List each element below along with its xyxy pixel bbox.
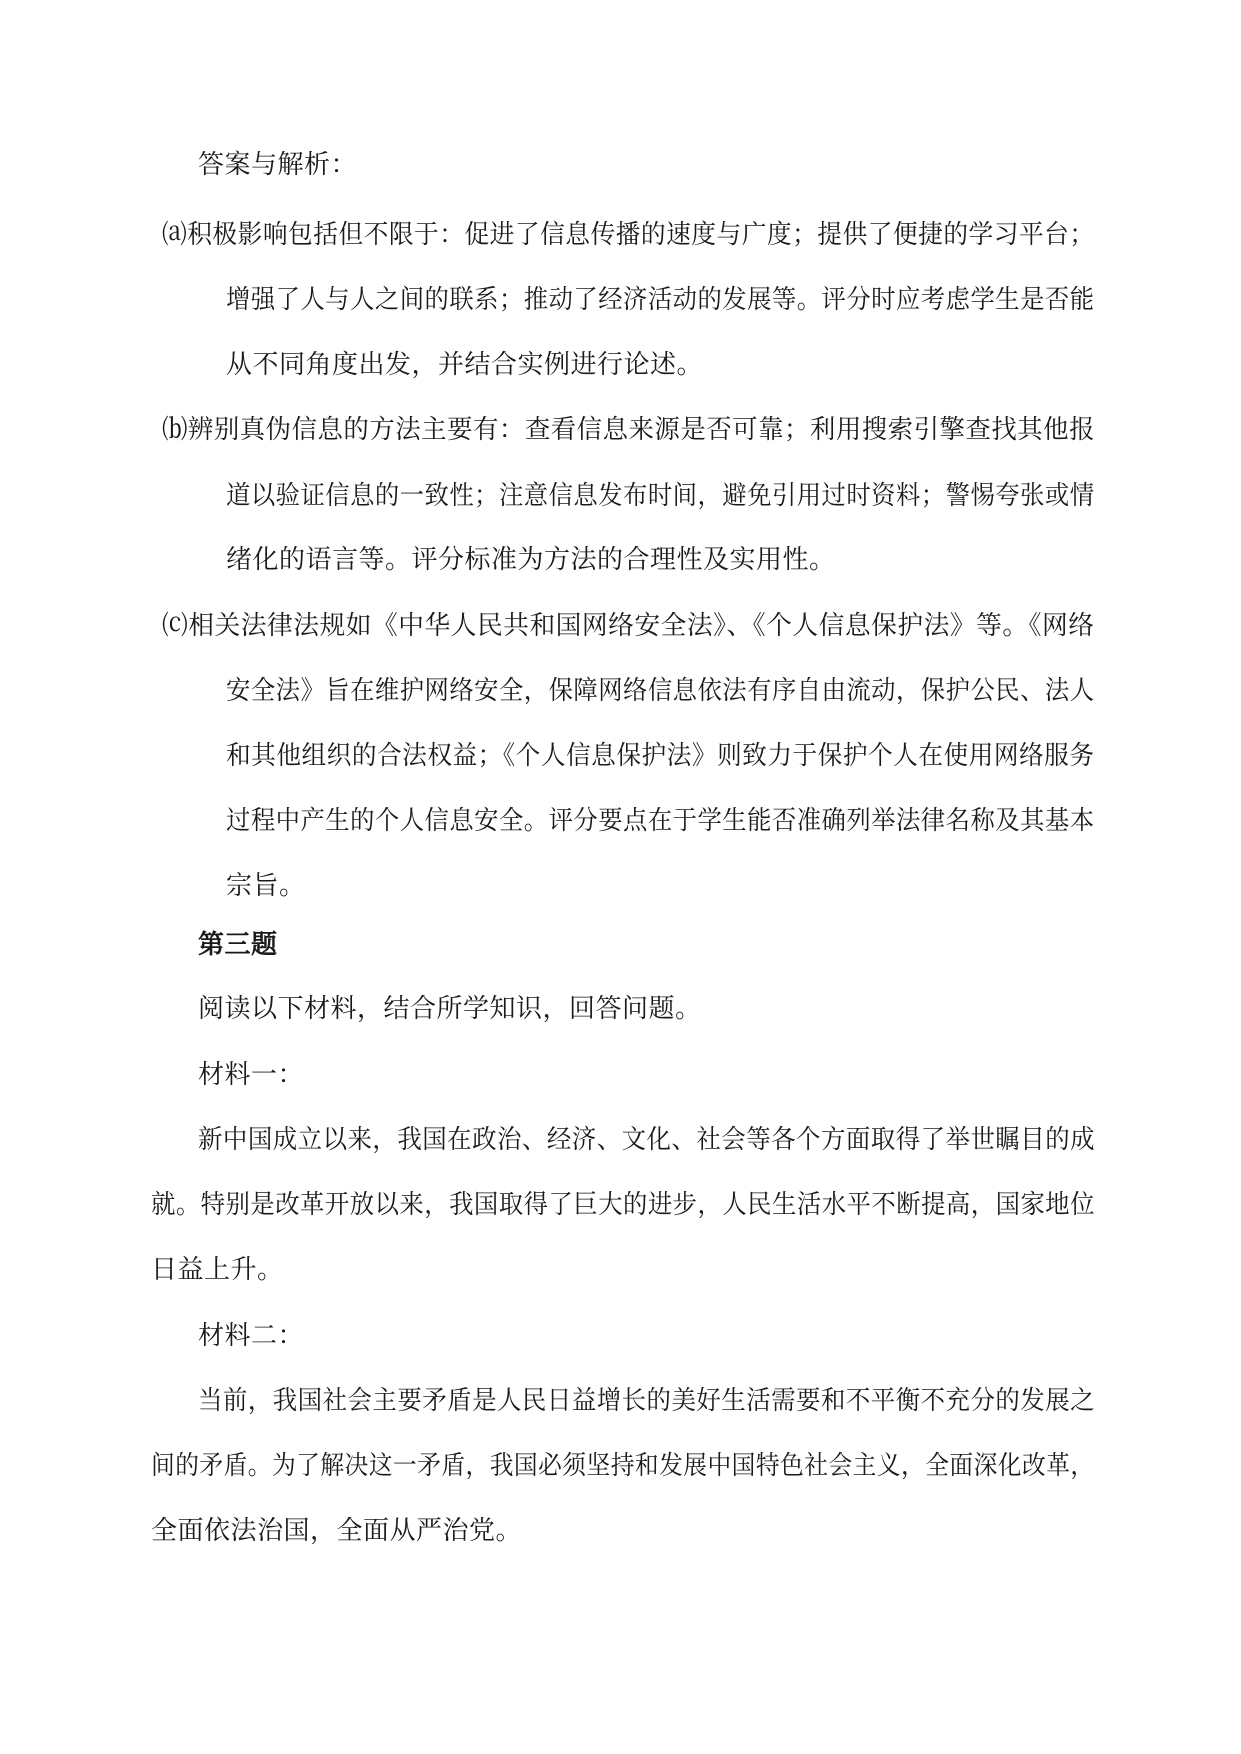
question-3-instruction: 阅读以下材料，结合所学知识，回答问题。 <box>198 994 702 1024</box>
answer-a-line-3: 从不同角度出发，并结合实例进行论述。 <box>226 350 704 380</box>
material-1-line-3: 日益上升。 <box>151 1255 284 1285</box>
material-2-label: 材料二： <box>198 1321 305 1351</box>
answer-a-line-1: ⒜积极影响包括但不限于：促进了信息传播的速度与广度；提供了便捷的学习平台； <box>162 220 1095 250</box>
answer-c-line-3: 和其他组织的合法权益；《个人信息保护法》则致力于保护个人在使用网络服务 <box>226 741 1095 771</box>
answer-a-line-2: 增强了人与人之间的联系；推动了经济活动的发展等。评分时应考虑学生是否能 <box>226 285 1095 315</box>
answer-c-line-1: ⒞相关法律法规如《中华人民共和国网络安全法》、《个人信息保护法》等。《网络 <box>162 611 1095 641</box>
answer-c-line-2: 安全法》旨在维护网络安全，保障网络信息依法有序自由流动，保护公民、法人 <box>226 676 1095 706</box>
material-1-label: 材料一： <box>198 1060 305 1090</box>
answer-title: 答案与解析： <box>198 150 358 180</box>
answer-b-line-3: 绪化的语言等。评分标准为方法的合理性及实用性。 <box>226 545 836 575</box>
answer-b-line-2: 道以验证信息的一致性；注意信息发布时间，避免引用过时资料；警惕夸张或情 <box>226 481 1095 511</box>
answer-b-line-1: ⒝辨别真伪信息的方法主要有：查看信息来源是否可靠；利用搜索引擎查找其他报 <box>162 415 1096 445</box>
answer-c-line-5: 宗旨。 <box>226 871 306 901</box>
material-2-line-1: 当前，我国社会主要矛盾是人民日益增长的美好生活需要和不平衡不充分的发展之 <box>198 1386 1096 1416</box>
answer-c-line-4: 过程中产生的个人信息安全。评分要点在于学生能否准确列举法律名称及其基本 <box>226 806 1095 836</box>
material-2-line-3: 全面依法治国，全面从严治党。 <box>151 1516 523 1546</box>
material-1-line-1: 新中国成立以来，我国在政治、经济、文化、社会等各个方面取得了举世瞩目的成 <box>198 1125 1096 1155</box>
material-1-line-2: 就。特别是改革开放以来，我国取得了巨大的进步，人民生活水平不断提高，国家地位 <box>151 1190 1095 1220</box>
question-3-heading: 第三题 <box>198 930 278 960</box>
material-2-line-2: 间的矛盾。为了解决这一矛盾，我国必须坚持和发展中国特色社会主义，全面深化改革， <box>151 1451 1095 1481</box>
